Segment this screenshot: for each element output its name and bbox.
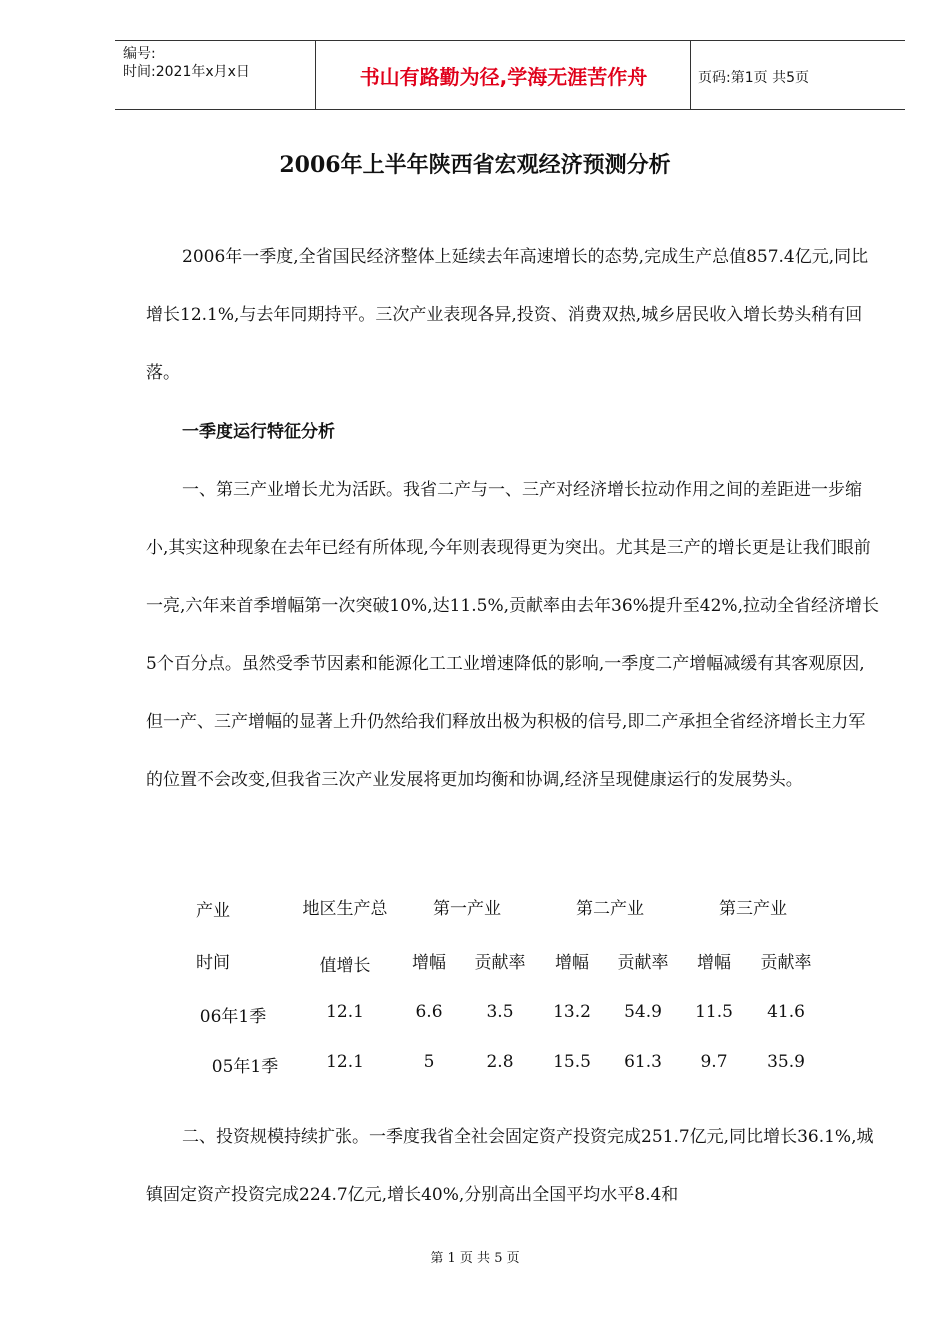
- table-group-header: 第二产业: [576, 899, 644, 919]
- table-gdp-header-bottom: 值增长: [319, 956, 371, 976]
- intro-text: 2006年一季度,全省国民经济整体上延续去年高速增长的态势,完成生产总值857.4亿元,同比增长12.1%,与去年同期持平。三次产业表现各异,投资、消费双热,城乡居民收入增长势头稍有回落。: [146, 247, 869, 383]
- body-paragraph-text: 二、投资规模持续扩张。一季度我省全社会固定资产投资完成251.7亿元,同比增长36.1%,城镇固定资产投资完成224.7亿元,增长40%,分别高出全国平均水平8.4和: [146, 1127, 874, 1205]
- table-sub-header: 贡献率: [760, 953, 812, 973]
- header-meta: [123, 45, 250, 81]
- table-cell: 61.3: [624, 1052, 662, 1072]
- table-group-header: 第三产业: [719, 899, 787, 919]
- header-divider: [315, 41, 316, 109]
- table-row-period: 05年1季: [211, 1057, 279, 1077]
- table-cell: 13.2: [553, 1002, 591, 1022]
- table-cell: 12.1: [326, 1002, 364, 1022]
- section-heading: [146, 403, 881, 461]
- table-cell: 6.6: [415, 1002, 443, 1022]
- header-motto: 书山有路勤为径,学海无涯苦作舟: [359, 64, 648, 89]
- table-sub-header: 增幅: [555, 953, 589, 973]
- table-row-period: 06年1季: [199, 1007, 267, 1027]
- intro-paragraph: [146, 228, 881, 402]
- table-sub-header: 贡献率: [474, 953, 526, 973]
- table-cell: 41.6: [767, 1002, 805, 1022]
- header-divider: [690, 41, 691, 109]
- header-page-info: 页码:第1页 共5页: [698, 70, 809, 86]
- table-row-header-bottom: 时间: [196, 953, 230, 973]
- table-gdp-header-top: 地区生产总: [302, 899, 388, 919]
- document-title: 2006年上半年陕西省宏观经济预测分析: [279, 152, 671, 178]
- header-number-label: 编号:: [123, 46, 156, 62]
- table-cell: 2.8: [486, 1052, 514, 1072]
- table-cell: 54.9: [624, 1002, 662, 1022]
- body-paragraph: [146, 461, 881, 809]
- section-heading-text: 一季度运行特征分析: [182, 422, 335, 442]
- table-group-header: 第一产业: [433, 899, 501, 919]
- table-row-header-top: 产业: [196, 901, 230, 921]
- table-cell: 5: [423, 1052, 435, 1072]
- page-header: [115, 40, 905, 110]
- table-sub-header: 贡献率: [617, 953, 669, 973]
- table-cell: 9.7: [700, 1052, 728, 1072]
- table-cell: 12.1: [326, 1052, 364, 1072]
- body-paragraph-text: 一、第三产业增长尤为活跃。我省二产与一、三产对经济增长拉动作用之间的差距进一步缩小,其实这种现象在去年已经有所体现,今年则表现得更为突出。尤其是三产的增长更是让我们眼前一亮,六年来首季增幅第一次突破10%,达11.5%,贡献率由去年36%提升至42%,拉动全省经济增长5个百分点。虽然受季节因素和能源化工工业增速降低的影响,一季度二产增幅减缓有其客观原因,但一产、三产增幅的显著上升仍然给我们释放出极为积极的信号,即二产承担全省经济增长主力军的位置不会改变,但我省三次产业发展将更加均衡和协调,经济呈现健康运行的发展势头。: [146, 480, 879, 790]
- table-cell: 11.5: [695, 1002, 733, 1022]
- table-sub-header: 增幅: [697, 953, 731, 973]
- header-time-label: 时间:2021年x月x日: [123, 64, 250, 80]
- table-cell: 35.9: [767, 1052, 805, 1072]
- page-footer: 第 1 页 共 5 页: [430, 1251, 520, 1266]
- table-cell: 15.5: [553, 1052, 591, 1072]
- body-paragraph: [146, 1108, 881, 1224]
- table-sub-header: 增幅: [412, 953, 446, 973]
- table-cell: 3.5: [486, 1002, 514, 1022]
